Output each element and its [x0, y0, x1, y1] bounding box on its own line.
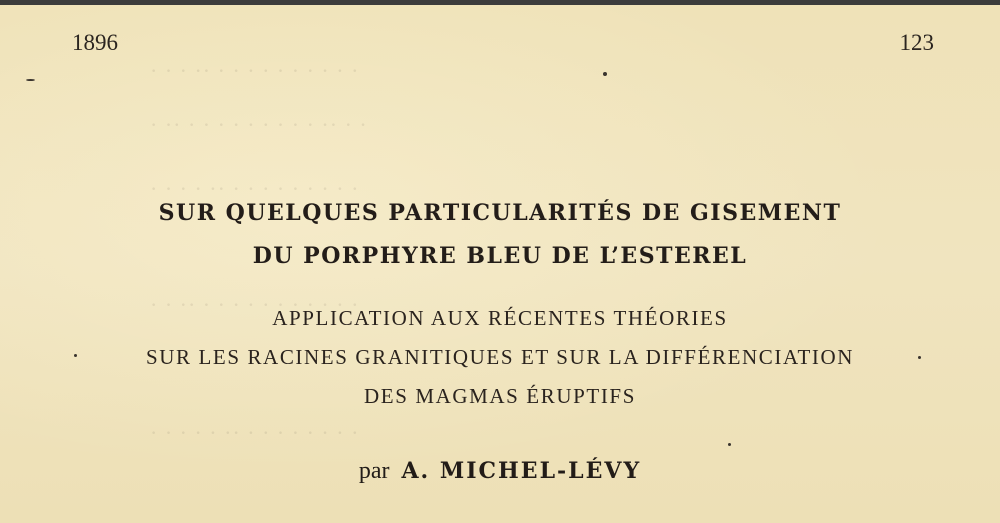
header-page-number: 123	[899, 30, 934, 55]
scan-speck	[603, 72, 607, 76]
bleed-through-texture: · · · ·· · · · · · · · · · ·	[150, 58, 360, 83]
article-title-line-2: DU PORPHYRE BLEU DE L’ESTEREL	[252, 243, 748, 269]
author-byline	[0, 456, 1000, 485]
author-name: A. MICHEL-LÉVY	[401, 458, 642, 484]
author-prefix: par	[358, 458, 390, 484]
bleed-through-texture: · · ·· · · · · · · · · · · ·	[150, 292, 360, 317]
bleed-through-texture: · · · · ·· · · · · · · · · ·	[150, 176, 360, 201]
scan-speck	[728, 443, 731, 446]
bleed-through-texture: · · · · · ·· · · · · · · · ·	[150, 420, 360, 445]
article-subtitle-line-1: APPLICATION AUX RÉCENTES THÉORIES	[272, 306, 728, 330]
scan-top-edge	[0, 0, 1000, 5]
article-subtitle-line-2: SUR LES RACINES GRANITIQUES ET SUR LA DIFFÉRENCIATION	[145, 345, 855, 369]
article-title-line-1: SUR QUELQUES PARTICULARITÉS DE GISEMENT	[158, 200, 842, 226]
header-year: 1896	[72, 30, 118, 55]
bleed-through-texture: · ·· · · · · · · · · · ·· · ·	[150, 112, 368, 137]
scan-speck	[26, 79, 35, 81]
article-subtitle-line-3: DES MAGMAS ÉRUPTIFS	[364, 384, 636, 408]
